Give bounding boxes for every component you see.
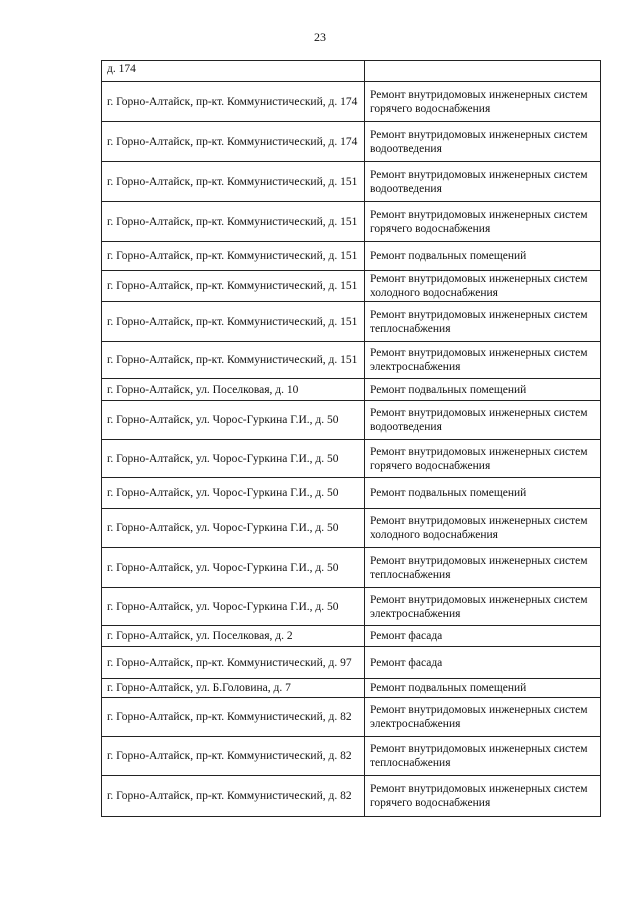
address-cell: г. Горно-Алтайск, ул. Чорос-Гуркина Г.И., д. 50 (102, 548, 365, 588)
table-row (102, 679, 601, 698)
work-cell: Ремонт подвальных помещений (365, 242, 601, 271)
address-cell: г. Горно-Алтайск, пр-кт. Коммунистический, д. 151 (102, 202, 365, 242)
work-cell: Ремонт внутридомовых инженерных систем электроснабжения (365, 698, 601, 737)
address-cell: г. Горно-Алтайск, ул. Чорос-Гуркина Г.И., д. 50 (102, 401, 365, 440)
address-cell: г. Горно-Алтайск, пр-кт. Коммунистический, д. 82 (102, 776, 365, 817)
table-row (102, 271, 601, 302)
table-row (102, 401, 601, 440)
works-table (101, 60, 601, 817)
table-row (102, 776, 601, 817)
address-cell: г. Горно-Алтайск, ул. Чорос-Гуркина Г.И., д. 50 (102, 588, 365, 626)
work-cell: Ремонт внутридомовых инженерных систем теплоснабжения (365, 548, 601, 588)
address-cell: г. Горно-Алтайск, ул. Б.Головина, д. 7 (102, 679, 365, 698)
work-cell: Ремонт подвальных помещений (365, 478, 601, 509)
address-cell: г. Горно-Алтайск, пр-кт. Коммунистический, д. 151 (102, 302, 365, 342)
address-cell: г. Горно-Алтайск, ул. Чорос-Гуркина Г.И., д. 50 (102, 478, 365, 509)
page-number: 23 (314, 30, 326, 44)
table-row (102, 509, 601, 548)
address-cell: г. Горно-Алтайск, пр-кт. Коммунистический, д. 151 (102, 342, 365, 379)
address-cell: г. Горно-Алтайск, пр-кт. Коммунистический, д. 151 (102, 162, 365, 202)
work-cell: Ремонт внутридомовых инженерных систем водоотведения (365, 401, 601, 440)
work-cell: Ремонт внутридомовых инженерных систем водоотведения (365, 122, 601, 162)
table-row (102, 342, 601, 379)
address-cell: г. Горно-Алтайск, пр-кт. Коммунистический, д. 174 (102, 122, 365, 162)
work-cell: Ремонт внутридомовых инженерных систем горячего водоснабжения (365, 776, 601, 817)
address-cell: г. Горно-Алтайск, пр-кт. Коммунистический, д. 82 (102, 698, 365, 737)
work-cell (365, 61, 601, 82)
work-cell: Ремонт фасада (365, 626, 601, 647)
table-row (102, 242, 601, 271)
work-cell: Ремонт внутридомовых инженерных систем горячего водоснабжения (365, 440, 601, 478)
table-row (102, 122, 601, 162)
table-row (102, 162, 601, 202)
table-row (102, 440, 601, 478)
work-cell: Ремонт подвальных помещений (365, 679, 601, 698)
table-row (102, 698, 601, 737)
address-cell: г. Горно-Алтайск, пр-кт. Коммунистический, д. 97 (102, 647, 365, 679)
table-row (102, 82, 601, 122)
address-cell: д. 174 (102, 61, 365, 82)
table-row (102, 548, 601, 588)
work-cell: Ремонт внутридомовых инженерных систем горячего водоснабжения (365, 82, 601, 122)
work-cell: Ремонт внутридомовых инженерных систем водоотведения (365, 162, 601, 202)
table-row (102, 61, 601, 82)
table-row (102, 202, 601, 242)
work-cell: Ремонт внутридомовых инженерных систем теплоснабжения (365, 737, 601, 776)
work-cell: Ремонт внутридомовых инженерных систем горячего водоснабжения (365, 202, 601, 242)
address-cell: г. Горно-Алтайск, ул. Чорос-Гуркина Г.И., д. 50 (102, 440, 365, 478)
work-cell: Ремонт внутридомовых инженерных систем холодного водоснабжения (365, 509, 601, 548)
table-row (102, 379, 601, 401)
address-cell: г. Горно-Алтайск, ул. Поселковая, д. 2 (102, 626, 365, 647)
work-cell: Ремонт внутридомовых инженерных систем теплоснабжения (365, 302, 601, 342)
address-cell: г. Горно-Алтайск, пр-кт. Коммунистический, д. 151 (102, 242, 365, 271)
work-cell: Ремонт внутридомовых инженерных систем электроснабжения (365, 588, 601, 626)
work-cell: Ремонт внутридомовых инженерных систем электроснабжения (365, 342, 601, 379)
work-cell: Ремонт внутридомовых инженерных систем холодного водоснабжения (365, 271, 601, 302)
table-row (102, 588, 601, 626)
work-cell: Ремонт подвальных помещений (365, 379, 601, 401)
table-row (102, 302, 601, 342)
table-row (102, 626, 601, 647)
work-cell: Ремонт фасада (365, 647, 601, 679)
address-cell: г. Горно-Алтайск, пр-кт. Коммунистический, д. 82 (102, 737, 365, 776)
table-row (102, 478, 601, 509)
address-cell: г. Горно-Алтайск, пр-кт. Коммунистический, д. 174 (102, 82, 365, 122)
address-cell: г. Горно-Алтайск, ул. Поселковая, д. 10 (102, 379, 365, 401)
address-cell: г. Горно-Алтайск, ул. Чорос-Гуркина Г.И., д. 50 (102, 509, 365, 548)
table-row (102, 737, 601, 776)
address-cell: г. Горно-Алтайск, пр-кт. Коммунистический, д. 151 (102, 271, 365, 302)
table-row (102, 647, 601, 679)
